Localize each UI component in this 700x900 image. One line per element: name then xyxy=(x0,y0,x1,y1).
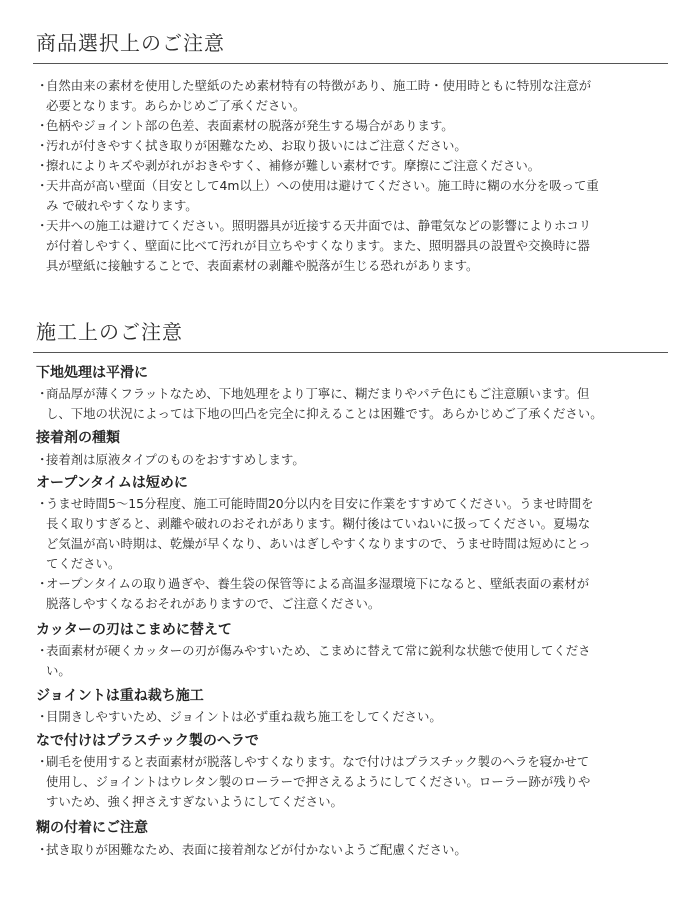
list-item: ・ 接着剤は原液タイプのものをおすすめします。 xyxy=(36,452,305,467)
list-item: ・ 自然由来の素材を使用した壁紙のため素材特有の特徴があり、施工時・使用時ともに特別な注意が 必要となります。あらかじめご了承ください。 xyxy=(36,78,592,113)
subheading-adhesive: 接着剤の種類 xyxy=(36,430,120,446)
section-divider xyxy=(33,63,668,64)
subheading-joint: ジョイントは重ね裁ち施工 xyxy=(36,688,204,704)
subheading-paste: 糊の付着にご注意 xyxy=(36,820,148,836)
joint-list xyxy=(36,707,676,727)
product-selection-list xyxy=(36,76,676,276)
list-item: ・ オープンタイムの取り過ぎや、養生袋の保管等による高温多湿環境下になると、壁紙表面の素材が 脱落しやすくなるおそれがありますので、ご注意ください。 xyxy=(36,576,590,611)
paste-list xyxy=(36,840,676,860)
list-item: ・ 天井高が高い壁面（目安として4m以上）への使用は避けてください。施工時に糊の水分を吸って重 み で破れやすくなります。 xyxy=(36,178,599,213)
list-item: ・ 色柄やジョイント部の色差、表面素材の脱落が発生する場合があります。 xyxy=(36,118,454,133)
open-time-list xyxy=(36,494,676,614)
section-title-installation: 施工上のご注意 xyxy=(36,320,183,344)
list-item: ・ 表面素材が硬くカッターの刃が傷みやすいため、こまめに替えて常に鋭利な状態で使用してくださ い。 xyxy=(36,643,591,678)
substrate-list xyxy=(36,384,676,424)
list-item: ・ 汚れが付きやすく拭き取りが困難なため、お取り扱いにはご注意ください。 xyxy=(36,138,467,153)
subheading-open-time: オープンタイムは短めに xyxy=(36,475,188,491)
list-item: ・ 商品厚が薄くフラットなため、下地処理をより丁寧に、糊だまりやパテ色にもご注意願います。但 し、下地の状況によっては下地の凹凸を完全に抑えることは困難です。あらかじめご了承ください。 xyxy=(36,386,603,421)
list-item: ・ 天井への施工は避けてください。照明器具が近接する天井面では、静電気などの影響によりホコリ が付着しやすく、壁面に比べて汚れが目立ちやすくなります。また、照明器具の設置や交換時に器 具が壁紙に接触することで、表面素材の剥離や脱落が生じる恐れがあります。 xyxy=(36,218,592,273)
cutter-list xyxy=(36,641,676,681)
list-item: ・ うませ時間5〜15分程度、施工可能時間20分以内を目安に作業をすすめてください。うませ時間を 長く取りすぎると、剥離や破れのおそれがあります。糊付後はていねいに扱ってください。夏場な ど気温が高い時期は、乾燥が早くなり、あいはぎしやすくなりますので、うませ時間は短めにとっ てください。 xyxy=(36,496,594,571)
adhesive-list xyxy=(36,450,676,470)
list-item: ・ 拭き取りが困難なため、表面に接着剤などが付かないようご配慮ください。 xyxy=(36,842,467,857)
section-title-product-selection: 商品選択上のご注意 xyxy=(36,31,225,55)
subheading-cutter: カッターの刃はこまめに替えて xyxy=(36,622,232,638)
subheading-smoothing: なで付けはプラスチック製のヘラで xyxy=(36,733,259,749)
list-item: ・ 目開きしやすいため、ジョイントは必ず重ね裁ち施工をしてください。 xyxy=(36,709,442,724)
section-divider xyxy=(33,352,668,353)
list-item: ・ 擦れによりキズや剥がれがおきやすく、補修が難しい素材です。摩擦にご注意ください。 xyxy=(36,158,541,173)
list-item: ・ 刷毛を使用すると表面素材が脱落しやすくなります。なで付けはプラスチック製のヘラを寝かせて 使用し、ジョイントはウレタン製のローラーで押さえるようにしてください。ローラー跡が残りや すいため、強く押さえすぎないようにしてください。 xyxy=(36,754,591,809)
smoothing-list xyxy=(36,752,676,812)
subheading-substrate: 下地処理は平滑に xyxy=(36,365,148,381)
